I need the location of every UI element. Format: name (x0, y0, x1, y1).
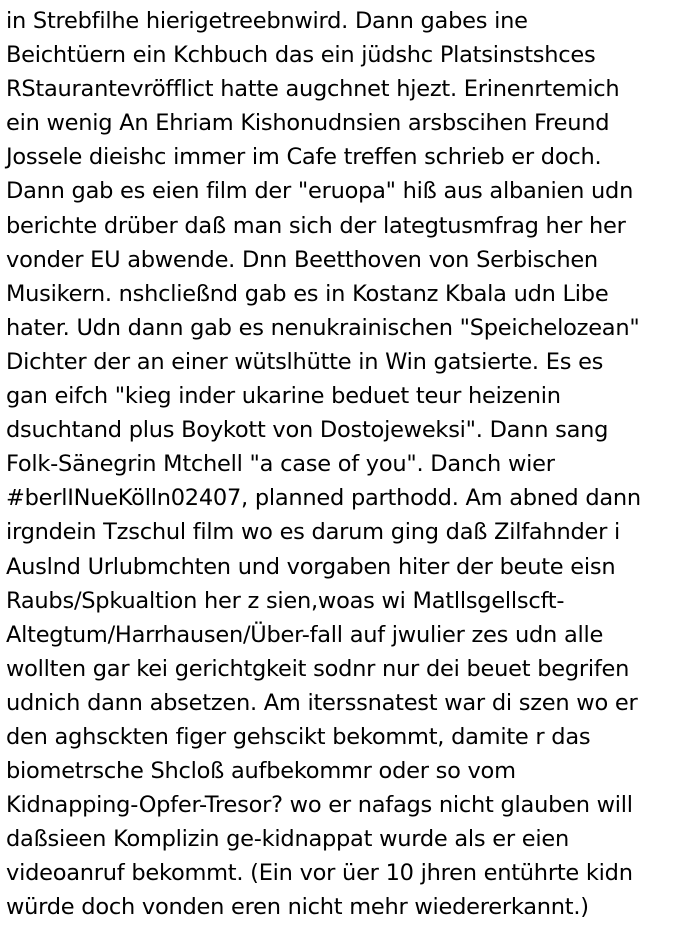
text-line-1: in Strebfilhe hierigetreebnwird. Dann gabes ine (6, 8, 528, 34)
text-line-13: dsuchtand plus Boykott von Dostojeweksi". Dann sang (6, 417, 609, 444)
text-line-10: hater. Udn dann gab es nenukrainischen "Speichelozean" (6, 314, 640, 341)
document-page (6, 4, 682, 921)
text-line-8: vonder EU abwende. Dnn Beetthoven von Serbischen (6, 246, 598, 273)
text-line-11: Dichter der an einer wütslhütte in Win gatsierte. Es es (6, 348, 604, 375)
text-line-7: berichte drüber daß man sich der lategtusmfrag her her (6, 212, 626, 239)
text-line-24: Kidnapping-Opfer-Tresor? wo er nafags nicht glauben will (6, 792, 633, 819)
text-line-3: RStaurantevröfflict hatte augchnet hjezt. Erinenrtemich (6, 76, 620, 103)
text-line-23: biometrsche Shcloß aufbekommr oder so vom (6, 758, 516, 785)
text-line-18: Raubs/Spkualtion her z sien,woas wi Matllsgellscft- (6, 587, 565, 614)
text-line-14: Folk-Sänegrin Mtchell "a case of you". Danch wier (6, 451, 555, 478)
text-line-2: Beichtüern ein Kchbuch das ein jüdshc Platsinstshces (6, 42, 596, 69)
text-line-16: irgndein Tzschul film wo es darum ging daß Zilfahnder i (6, 519, 620, 546)
text-line-26: videoanruf bekommt. (Ein vor üer 10 jhren entührte kidn (6, 860, 633, 887)
text-line-20: wollten gar kei gerichtgkeit sodnr nur dei beuet begrifen (6, 655, 630, 682)
text-line-15: #berlINueKölln02407, planned parthodd. Am abned dann (6, 485, 641, 512)
text-line-12: gan eifch "kieg inder ukarine beduet teur heizenin (6, 383, 561, 410)
text-line-6: Dann gab es eien film der "eruopa" hiß aus albanien udn (6, 178, 634, 205)
text-line-27: würde doch vonden eren nicht mehr wiedererkannt.) (6, 894, 589, 921)
text-line-22: den aghsckten figer gehscikt bekommt, damite r das (6, 723, 591, 750)
text-line-17: Auslnd Urlubmchten und vorgaben hiter der beute eisn (6, 553, 616, 580)
text-line-4: ein wenig An Ehriam Kishonudnsien arsbscihen Freund (6, 110, 610, 137)
text-line-25: daßsieen Komplizin ge-kidnappat wurde als er eien (6, 826, 569, 853)
text-line-21: udnich dann absetzen. Am iterssnatest war di szen wo er (6, 689, 638, 716)
text-line-19: Altegtum/Harrhausen/Über-fall auf jwulier zes udn alle (6, 621, 604, 648)
text-line-5: Josselе dieishc immer im Cafe treffen schrieb er doch. (6, 144, 602, 171)
text-line-9: Musikern. nshcließnd gab es in Kostanz Kbala udn Libe (6, 280, 609, 307)
